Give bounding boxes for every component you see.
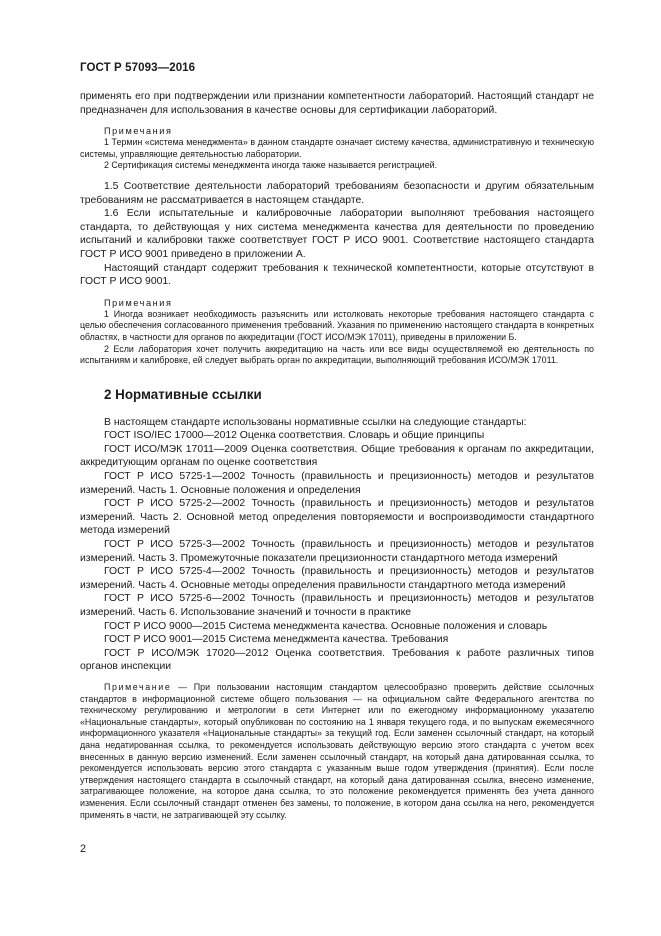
reference-item: ГОСТ Р ИСО/МЭК 17020—2012 Оценка соответствия. Требования к работе различных типов органов инспекции	[80, 647, 594, 673]
clause-1-6: 1.6 Если испытательные и калибровочные лаборатории выполняют требования настоящего стандарта, то действующая у них система менеджмента качества для деятельности по проведению испытаний и калибровки также соответствует ГОСТ Р ИСО 9001. Соответствие настоящего стандарта ГОСТ Р ИСО 9001 приведено в приложении А.	[80, 208, 594, 260]
note-item: 2 Если лаборатория хочет получить аккредитацию на часть или все виды осуществляемой ею деятельность по испытаниям и калибровке, ей следует выбрать орган по аккредитации, выполняющий требования ИСО/МЭК 17011.	[80, 343, 594, 366]
reference-item: ГОСТ ISO/IEC 17000—2012 Оценка соответствия. Словарь и общие принципы	[104, 430, 485, 442]
note-item: 1 Термин «система менеджмента» в данном стандарте означает систему качества, административную и техническую системы, управляющие деятельностью лаборатории.	[80, 137, 594, 159]
notes-block-2	[80, 297, 594, 367]
page-number: 2	[80, 843, 87, 855]
reference-item: ГОСТ Р ИСО 5725-2—2002 Точность (правильность и прецизионность) методов и результатов измерений. Часть 2. Основной метод определения повторяемости и воспроизводимости стандартного метода измерений	[80, 498, 594, 537]
clause-1-5: 1.5 Соответствие деятельности лабораторий требованиям безопасности и другим обязательным требованиям не рассматривается в настоящем стандарте.	[80, 180, 594, 206]
section-note	[80, 682, 594, 821]
document-header: ГОСТ Р 57093—2016	[80, 62, 196, 74]
reference-item: ГОСТ Р ИСО 9001—2015 Система менеджмента качества. Требования	[104, 634, 449, 646]
notes-title: Примечания	[104, 126, 173, 137]
reference-item: ГОСТ Р ИСО 5725-1—2002 Точность (правильность и прецизионность) методов и результатов измерений. Часть 1. Основные положения и определения	[80, 471, 594, 496]
section-note-text	[80, 682, 594, 821]
section-intro: В настоящем стандарте использованы нормативные ссылки на следующие стандарты:	[104, 416, 527, 428]
intro-paragraph: применять его при подтверждении или признании компетентности лабораторий. Настоящий стандарт не предназначен для использования в качестве основы для сертификации лабораторий.	[80, 91, 594, 116]
reference-item: ГОСТ Р ИСО 5725-4—2002 Точность (правильность и прецизионность) методов и результатов измерений. Часть 4. Основные методы определения правильности стандартного метода измерений	[80, 566, 594, 591]
note-item: 2 Сертификация системы менеджмента иногда также называется регистрацией.	[104, 160, 438, 171]
reference-item: ГОСТ Р ИСО 5725-3—2002 Точность (правильность и прецизионность) методов и результатов измерений. Часть 3. Промежуточные показатели прецизионности стандартного метода измерений	[80, 539, 594, 564]
page-body	[80, 90, 594, 829]
note-item: 1 Иногда возникает необходимость разъяснить или истолковать некоторые требования настоящего стандарта с целью обеспечения согласованного применения требований. Указания по применению настоящего стандарта в конкретных областях, в частности для органов по аккредитации (ГОСТ ИСО/МЭК 17011), приведены в приложении Б.	[80, 308, 594, 342]
clause-1-6-continued: Настоящий стандарт содержит требования к технической компетентности, которые отсутствуют в ГОСТ Р ИСО 9001.	[80, 262, 594, 288]
note-body: — При пользовании настоящим стандартом целесообразно проверить действие ссылочных стандартов в информационной системе общего пользования — на официальном сайте Федерального агентства по техническому регулированию и метрологии в сети Интернет или по ежегодному информационному указателю «Национальные стандарты», который опубликован по состоянию на 1 января текущего года, и по выпускам ежемесячного информационного указателя «Национальные стандарты» за текущий год. Если заменен ссылочный стандарт, на который дана недатированная ссылка, то рекомендуется использовать действующую версию этого стандарта с учетом всех внесенных в данную версию изменений. Если заменен ссылочный стандарт, на который дана датированная ссылка, то рекомендуется использовать версию этого стандарта с указанным выше годом утверждения (принятия). Если после утверждения настоящего стандарта в ссылочный стандарт, на который дана датированная ссылка, внесено изменение, затрагивающее положение, на которое дана ссылка, то это положение рекомендуется применять без учета данного изменения. Если ссылочный стандарт отменен без замены, то положение, в котором дана ссылка на него, рекомендуется применять в части, не затрагивающей эту ссылку.	[80, 681, 594, 820]
note-label: Примечание	[104, 681, 172, 692]
reference-item: ГОСТ Р ИСО 9000—2015 Система менеджмента качества. Основные положения и словарь	[104, 620, 548, 632]
reference-item: ГОСТ Р ИСО 5725-6—2002 Точность (правильность и прецизионность) методов и результатов измерений. Часть 6. Использование значений и точности в практике	[80, 593, 594, 618]
reference-item: ГОСТ ИСО/МЭК 17011—2009 Оценка соответствия. Общие требования к органам по аккредитации, аккредитующим органам по оценке соответствия	[80, 443, 594, 469]
notes-block-1	[80, 125, 594, 172]
section-heading: 2 Нормативные ссылки	[104, 386, 262, 402]
notes-title: Примечания	[104, 297, 173, 308]
